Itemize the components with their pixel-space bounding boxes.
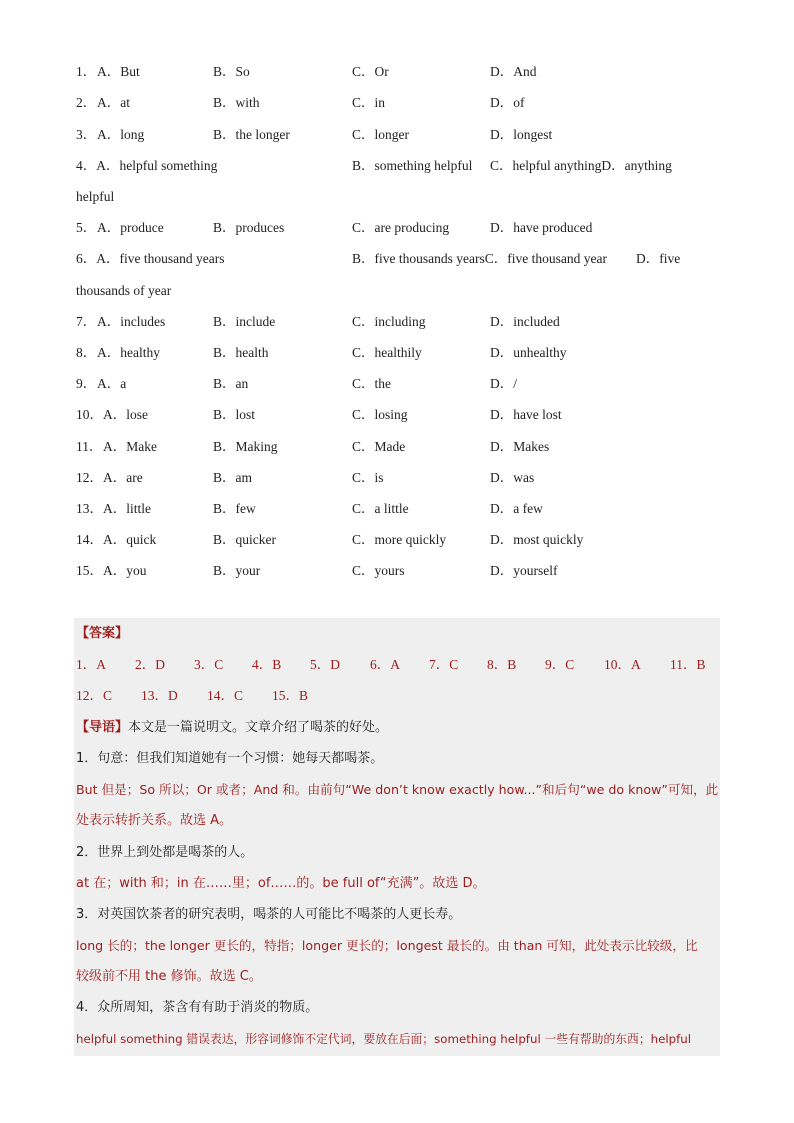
- question-row-1: [76, 62, 736, 82]
- answer-keys-row-1: [76, 655, 716, 675]
- option-b: B．an: [213, 376, 249, 391]
- option-d: D．of: [490, 95, 525, 110]
- option-b: B．with: [213, 95, 260, 110]
- explanation-3-line-2: 较级前不用 the 修饰。故选 C。: [76, 969, 262, 984]
- answer-key: 4．B: [252, 657, 282, 672]
- answer-keys-row-2: [76, 686, 376, 706]
- answer-key: 14．C: [207, 688, 244, 703]
- option-c: C．are producing: [352, 220, 450, 235]
- answer-key: 8．B: [487, 657, 517, 672]
- option-c: C．longer: [352, 127, 409, 142]
- option-d-continued: thousands of year: [76, 283, 172, 298]
- answer-key: 12．C: [76, 688, 113, 703]
- option-d: D．have produced: [490, 220, 593, 235]
- option-d: D．most quickly: [490, 532, 584, 547]
- option-c: C．in: [352, 95, 386, 110]
- question-number: 3．: [76, 127, 97, 142]
- question-number: 2．: [76, 95, 97, 110]
- explanation-1-line-2: 处表示转折关系。故选 A。: [76, 813, 233, 828]
- option-c: C．yours: [352, 563, 405, 578]
- answer-key: 9．C: [545, 657, 575, 672]
- question-number: 12．: [76, 470, 103, 485]
- option-b: B．health: [213, 345, 269, 360]
- option-c: C．including: [352, 314, 426, 329]
- option-c: C．more quickly: [352, 532, 447, 547]
- option-a: A．lose: [103, 407, 148, 422]
- option-b: B．produces: [213, 220, 285, 235]
- option-c: C．losing: [352, 407, 408, 422]
- option-d-continued: helpful: [76, 189, 115, 204]
- question-row-5: [76, 218, 736, 238]
- option-d: D．a few: [490, 501, 543, 516]
- option-d: D．was: [490, 470, 535, 485]
- answer-key: 10．A: [604, 657, 641, 672]
- option-a: A．But: [97, 64, 140, 79]
- option-d: D．Makes: [490, 439, 550, 454]
- guide-label: 【导语】: [76, 720, 129, 735]
- option-c: C．a little: [352, 501, 409, 516]
- option-c: C．the: [352, 376, 391, 391]
- answer-key: 11．B: [670, 657, 706, 672]
- option-a: A．long: [97, 127, 145, 142]
- guide-text: 本文是一篇说明文。文章介绍了喝茶的好处。: [128, 720, 389, 735]
- option-d: D．included: [490, 314, 560, 329]
- option-d: D．five: [636, 251, 681, 266]
- option-b: B．quicker: [213, 532, 276, 547]
- option-c: C．Made: [352, 439, 406, 454]
- question-row-8: [76, 343, 736, 363]
- option-b: B．include: [213, 314, 276, 329]
- explanation-1-title: 1．句意：但我们知道她有一个习惯：她每天都喝茶。: [76, 751, 384, 766]
- answer-key: 6．A: [370, 657, 400, 672]
- question-row-3: [76, 125, 736, 145]
- option-a: A．are: [103, 470, 143, 485]
- option-a: A．includes: [97, 314, 166, 329]
- option-d: D．have lost: [490, 407, 562, 422]
- guide-line: [76, 718, 388, 738]
- question-row-4: [76, 156, 736, 176]
- question-row-10: [76, 405, 736, 425]
- option-a: A．little: [103, 501, 151, 516]
- option-d: D．/: [490, 376, 517, 391]
- option-b: B．lost: [213, 407, 256, 422]
- option-a: A．produce: [97, 220, 164, 235]
- question-row-13: [76, 499, 736, 519]
- option-d: D．And: [490, 64, 537, 79]
- option-b: B．Making: [213, 439, 278, 454]
- answer-key: 3．C: [194, 657, 224, 672]
- option-d: D．unhealthy: [490, 345, 567, 360]
- option-b: B．few: [213, 501, 256, 516]
- answer-section: [74, 618, 720, 1056]
- question-row-12: [76, 468, 736, 488]
- option-c: C．Or: [352, 64, 389, 79]
- option-b: B．am: [213, 470, 252, 485]
- explanation-2-line-1: at 在；with 和；in 在……里；of……的。be full of“充满”。故选 D。: [76, 876, 486, 891]
- option-a: A．you: [103, 563, 147, 578]
- option-a: A．Make: [103, 439, 157, 454]
- question-number: 15．: [76, 563, 103, 578]
- explanation-4-line-1: helpful something 错误表达，形容词修饰不定代词，要放在后面；something helpful 一些有帮助的东西；helpful: [76, 1032, 692, 1046]
- option-c: C．is: [352, 470, 384, 485]
- question-row-6-wrap: [76, 281, 736, 301]
- answer-key: 15．B: [272, 688, 309, 703]
- question-number: 7．: [76, 314, 97, 329]
- question-number: 5．: [76, 220, 97, 235]
- answer-key: 5．D: [310, 657, 340, 672]
- question-row-11: [76, 437, 736, 457]
- question-number: 13．: [76, 501, 103, 516]
- option-a: 4．A．helpful something: [76, 158, 218, 173]
- option-b: B．your: [213, 563, 261, 578]
- option-b: B．something helpful: [352, 158, 473, 173]
- option-a: A．at: [97, 95, 130, 110]
- option-b-c: B．five thousands yearsC．five thousand year: [352, 251, 607, 266]
- option-d: D．longest: [490, 127, 553, 142]
- explanation-3-title: 3．对英国饮茶者的研究表明，喝茶的人可能比不喝茶的人更长寿。: [76, 907, 462, 922]
- answer-key: 1．A: [76, 657, 106, 672]
- option-a: A．healthy: [97, 345, 160, 360]
- answer-key: 13．D: [141, 688, 178, 703]
- question-number: 8．: [76, 345, 97, 360]
- answer-key: 7．C: [429, 657, 459, 672]
- explanation-2-title: 2．世界上到处都是喝茶的人。: [76, 845, 254, 860]
- answer-heading: 【答案】: [76, 626, 129, 641]
- option-b: B．So: [213, 64, 250, 79]
- question-row-7: [76, 312, 736, 332]
- explanation-1-line-1: But 但是；So 所以；Or 或者；And 和。由前句“We don’t know exactly how...”和后句“we do know”可知，此: [76, 782, 719, 797]
- option-d: D．yourself: [490, 563, 558, 578]
- option-b: B．the longer: [213, 127, 290, 142]
- option-c: C．healthily: [352, 345, 422, 360]
- option-a: A．quick: [103, 532, 157, 547]
- option-a: A．a: [97, 376, 127, 391]
- explanation-4-title: 4．众所周知，茶含有有助于消炎的物质。: [76, 1000, 319, 1015]
- question-row-6: [76, 249, 736, 269]
- option-c-d: C．helpful anythingD．anything: [490, 158, 672, 173]
- question-number: 14．: [76, 532, 103, 547]
- question-row-14: [76, 530, 736, 550]
- explanation-3-line-1: long 长的；the longer 更长的，特指；longer 更长的；longest 最长的。由 than 可知，此处表示比较级，比: [76, 938, 698, 953]
- question-number: 11．: [76, 439, 103, 454]
- question-number: 10．: [76, 407, 103, 422]
- question-row-2: [76, 93, 736, 113]
- option-a: 6．A．five thousand years: [76, 251, 225, 266]
- question-row-15: [76, 561, 736, 581]
- question-row-9: [76, 374, 736, 394]
- answer-key: 2．D: [135, 657, 165, 672]
- question-row-4-wrap: [76, 187, 736, 207]
- question-number: 9．: [76, 376, 97, 391]
- question-number: 1．: [76, 64, 97, 79]
